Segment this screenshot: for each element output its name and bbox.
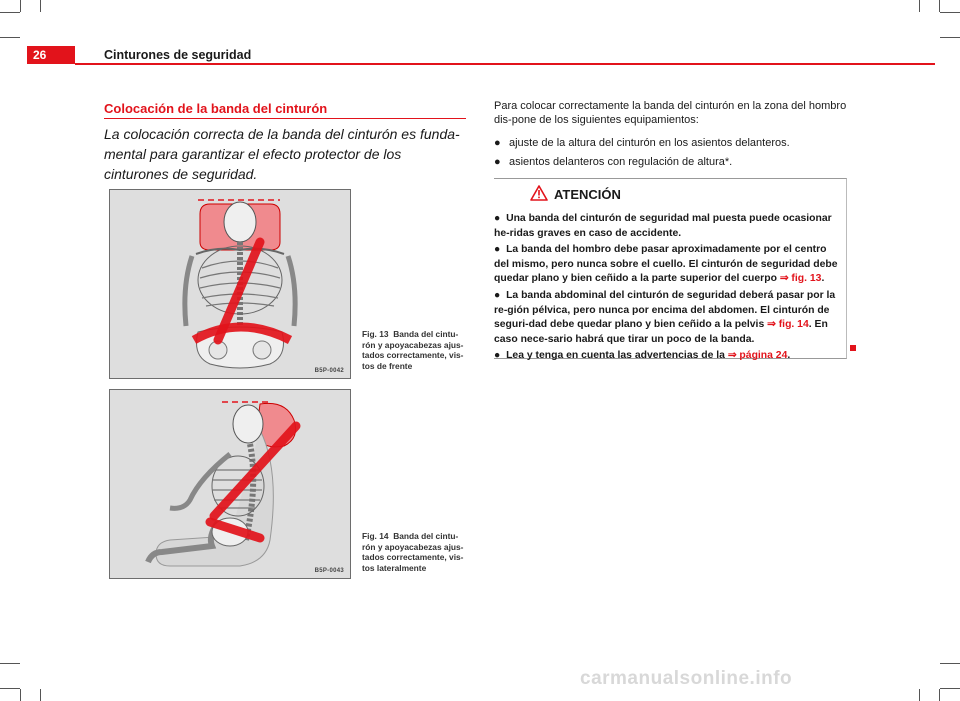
- header-divider: [75, 63, 935, 65]
- caption-text: Banda del cintu-rón y apoyacabezas ajus-tados correctamente, vis-tos lateralmente: [362, 531, 464, 573]
- skeleton-front-illustration: [110, 190, 350, 378]
- figure-13-caption: [362, 329, 468, 371]
- warning-header: [494, 179, 846, 205]
- skeleton-side-illustration: [110, 390, 350, 578]
- warning-item: ● La banda abdominal del cinturón de seguridad deberá pasar por la re-gión pélvica, pero nunca por encima del abdomen. El cinturón de seguri-dad debe quedar plano y bien ceñido a la pelvis ⇒ fig. 14. En caso nece-sario habrá que tirar un poco de la banda.: [494, 289, 836, 345]
- section-divider: [104, 118, 466, 119]
- list-item: [494, 155, 854, 169]
- crop-mark: [940, 37, 960, 38]
- warning-item: ● La banda del hombro debe pasar aproximadamente por el centro del mismo, pero nunca sobre el cuello. El cinturón de seguridad debe quedar plano y bien ceñido a la parte superior del cuerpo ⇒ fig. 13.: [494, 244, 838, 285]
- crop-mark: [919, 0, 920, 12]
- caption-text: Banda del cintu-rón y apoyacabezas ajus-tados correctamente, vis-tos de frente: [362, 329, 464, 371]
- figure-13-front-view: [109, 189, 351, 379]
- caption-label: Fig. 14: [362, 531, 389, 541]
- figure-14-caption: [362, 531, 468, 573]
- page-title: Cinturones de seguridad: [104, 48, 252, 62]
- section-lead: La colocación correcta de la banda del cinturón es funda-mental para garantizar el efecto protector de los cinturones de seguridad.: [104, 126, 460, 182]
- crop-mark: [40, 689, 41, 701]
- crop-mark: [40, 0, 41, 12]
- crop-mark: [0, 688, 20, 689]
- figure-reference-link[interactable]: ⇒ fig. 14: [767, 319, 809, 331]
- warning-text: Lea y tenga en cuenta las advertencias de la: [506, 350, 725, 362]
- figure-reference-link[interactable]: ⇒ fig. 13: [779, 273, 822, 285]
- crop-mark: [919, 689, 920, 701]
- crop-mark: [939, 0, 940, 12]
- list-item: [494, 136, 854, 150]
- section-title: Colocación de la banda del cinturón: [104, 101, 328, 116]
- bullet-icon: ●: [494, 137, 501, 149]
- warning-text-end: . En caso nece-sario habrá que tirar un poco de la banda.: [494, 319, 828, 345]
- bullet-icon: ●: [494, 156, 501, 168]
- figure-code: B5P-0043: [314, 568, 344, 574]
- warning-text: La banda del hombro debe pasar aproximadamente por el centro del mismo, pero nunca sobre el cuello. El cinturón de seguridad debe quedar plano y bien ceñido a la parte superior del cuerpo: [494, 244, 838, 285]
- warning-text-end: .: [787, 350, 791, 362]
- warning-text: La banda abdominal del cinturón de seguridad deberá pasar por la re-gión pélvica, pero nunca por encima del abdomen. El cinturón de seguri-dad debe quedar plano y bien ceñido a la pelvis: [494, 289, 836, 331]
- list-item-text: ajuste de la altura del cinturón en los asientos delanteros.: [509, 137, 790, 149]
- list-item-text: asientos delanteros con regulación de altura*.: [509, 156, 733, 168]
- caption-label: Fig. 13: [362, 329, 389, 339]
- warning-item: ● Una banda del cinturón de seguridad mal puesta puede ocasionar he-ridas graves en caso de accidente.: [494, 213, 832, 239]
- page-number: 26: [27, 46, 75, 64]
- warning-text: Una banda del cinturón de seguridad mal puesta puede ocasionar he-ridas graves en caso de accidente.: [494, 213, 832, 239]
- intro-paragraph: Para colocar correctamente la banda del cinturón en la zona del hombro dis-pone de los siguientes equipamientos:: [494, 100, 847, 126]
- crop-mark: [940, 12, 960, 13]
- warning-triangle-icon: [530, 185, 548, 201]
- crop-mark: [20, 689, 21, 701]
- watermark: carmanualsonline.info: [580, 668, 793, 689]
- crop-mark: [940, 663, 960, 664]
- crop-mark: [940, 688, 960, 689]
- warning-text-end: .: [821, 273, 825, 285]
- warning-item: ● Lea y tenga en cuenta las advertencias de la ⇒ página 24.: [494, 350, 791, 362]
- end-of-section-marker: [850, 345, 856, 351]
- warning-list: [494, 212, 842, 366]
- page-reference-link[interactable]: ⇒ página 24: [727, 350, 788, 362]
- crop-mark: [0, 37, 20, 38]
- crop-mark: [20, 0, 21, 12]
- warning-title: ATENCIÓN: [554, 187, 621, 202]
- crop-mark: [0, 663, 20, 664]
- figure-code: B5P-0042: [314, 368, 344, 374]
- crop-mark: [939, 689, 940, 701]
- warning-box: [494, 178, 847, 362]
- figure-14-side-view: [109, 389, 351, 579]
- crop-mark: [0, 12, 20, 13]
